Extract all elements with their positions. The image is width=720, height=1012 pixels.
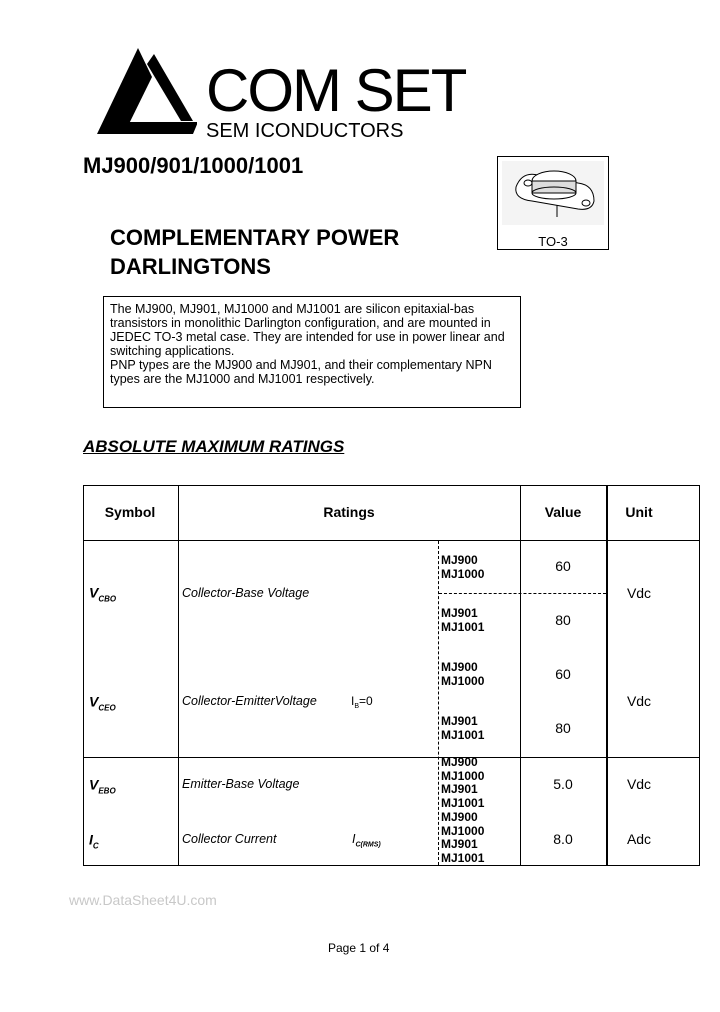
part-group: MJ901 MJ1001: [441, 606, 485, 634]
brand-subtitle: SEM ICONDUCTORS: [206, 120, 404, 142]
unit: Adc: [626, 831, 652, 847]
value: 80: [555, 720, 571, 736]
value: 5.0: [553, 776, 573, 792]
symbol-vceo: $V_{CEO}$: [89, 693, 116, 713]
rating-name: Emitter-Base Voltage: [182, 777, 300, 791]
package-image-box: [497, 156, 609, 250]
document-title: [110, 223, 399, 281]
title-line-2: DARLINGTONS: [110, 254, 271, 279]
part-group: MJ901 MJ1001: [441, 714, 485, 742]
symbol-ic: $I_C$: [89, 831, 99, 851]
part-group: MJ900 MJ1000 MJ901 MJ1001: [441, 755, 485, 810]
unit: Vdc: [626, 693, 652, 709]
value: 80: [555, 612, 571, 628]
rating-condition: $I_{C(RMS)}$: [352, 831, 381, 849]
section-heading: ABSOLUTE MAXIMUM RATINGS: [83, 437, 345, 456]
description-box: The MJ900, MJ901, MJ1000 and MJ1001 are silicon epitaxial-bas transistors in monolithic Darlington configuration, and are mounted in JEDEC TO-3 metal case. They are intended for use in power linear and switching applications. PNP types are the MJ900 and MJ901, and their complementary NPN types are the MJ1000 and MJ1001 respectively.: [103, 296, 521, 408]
title-line-1: COMPLEMENTARY POWER: [110, 225, 400, 250]
header-ratings: Ratings: [323, 504, 375, 520]
part-group: MJ900 MJ1000: [441, 660, 485, 688]
header-symbol: Symbol: [104, 504, 156, 520]
value: 8.0: [553, 831, 573, 847]
comset-logo-icon: [97, 48, 197, 134]
symbol-vebo: $V_{EBO}$: [89, 776, 116, 796]
header-value: Value: [544, 504, 582, 520]
part-group: MJ900 MJ1000 MJ901 MJ1001: [441, 810, 485, 865]
value: 60: [555, 558, 571, 574]
header-unit: Unit: [625, 504, 653, 520]
rating-name: Collector-Base Voltage: [182, 586, 310, 600]
to3-package-icon: [498, 157, 608, 229]
rating-name: Collector Current: [182, 832, 277, 846]
unit: Vdc: [626, 776, 652, 792]
part-numbers: MJ900/901/1000/1001: [83, 153, 304, 178]
part-group: MJ900 MJ1000: [441, 553, 485, 581]
unit: Vdc: [626, 585, 652, 601]
package-label: TO-3: [538, 234, 568, 249]
rating-condition: $I_B=0$: [351, 693, 373, 711]
symbol-vcbo: $V_{CBO}$: [89, 584, 117, 604]
watermark-link[interactable]: www.DataSheet4U.com: [69, 892, 217, 908]
rating-name: Collector-EmitterVoltage: [182, 694, 317, 708]
page-number: Page 1 of 4: [328, 941, 390, 955]
value: 60: [555, 666, 571, 682]
brand-name: COM SET: [206, 57, 466, 124]
